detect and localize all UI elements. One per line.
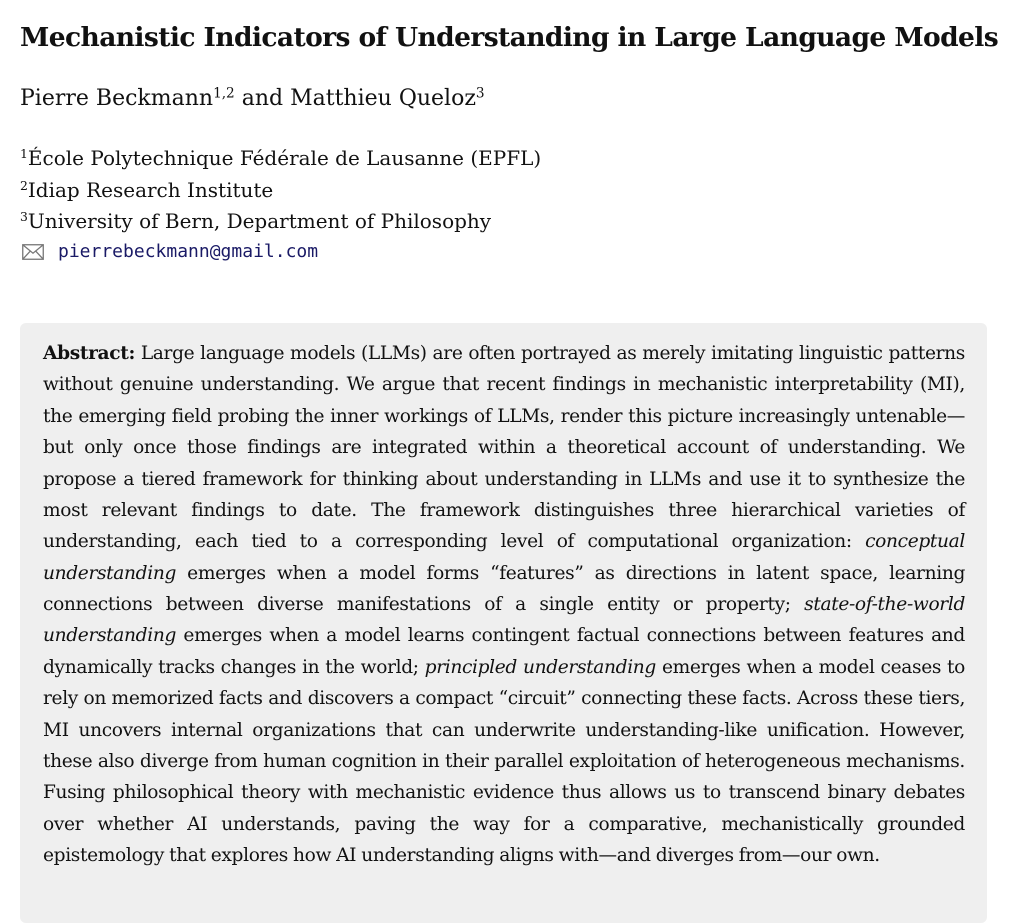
author-1-name: Pierre Beckmann (20, 86, 214, 111)
abstract-label: Abstract: (43, 343, 135, 364)
affiliation-mark: 3 (20, 209, 28, 225)
affiliation-name: Idiap Research Institute (27, 178, 274, 202)
email-link[interactable]: pierrebeckmann@gmail.com (58, 241, 319, 262)
affiliation-2 (20, 178, 273, 202)
affiliation-3 (20, 209, 491, 233)
envelope-icon (22, 244, 44, 260)
abstract-body (43, 338, 965, 871)
affiliation-1 (20, 146, 541, 170)
affiliation-name: University of Bern, Department of Philosophy (27, 209, 492, 233)
affiliation-mark: 2 (20, 178, 28, 194)
author-1-affiliation-marks: 1,2 (213, 85, 235, 102)
paper-title: Mechanistic Indicators of Understanding in Large Language Models (20, 22, 999, 53)
term-state-of-the-world-understanding: state-of-the-world understanding (43, 594, 965, 647)
author-2-affiliation-marks: 3 (475, 85, 485, 102)
author-2-name: Matthieu Queloz (290, 86, 476, 111)
contact-row (22, 241, 318, 262)
abstract-text-2: emerges when a model forms “features” as directions in latent space, learning connections between diverse manifestations of a single entity or property; (43, 562, 965, 615)
affiliation-mark: 1 (20, 146, 28, 162)
term-conceptual-understanding: conceptual understanding (43, 531, 965, 584)
term-principled-understanding: principled understanding (424, 656, 656, 678)
author-joiner: and (241, 86, 284, 111)
abstract-text-1: Large language models (LLMs) are often portrayed as merely imitating linguistic patterns without genuine understanding. We argue that recent findings in mechanistic interpretability (MI), the emerging field probing the inner workings of LLMs, render this picture increasingly untenable—but only once those findings are integrated within a theoretical account of understanding. We propose a tiered framework for thinking about understanding in LLMs and use it to synthesize the most relevant findings to date. The framework distinguishes three hierarchical varieties of understanding, each tied to a corresponding level of computational organization: (43, 343, 965, 553)
abstract-text-3: emerges when a model learns contingent factual connections between features and dynamically tracks changes in the world; (43, 625, 965, 678)
abstract-text-4: emerges when a model ceases to rely on memorized facts and discovers a compact “circuit” connecting these facts. Across these tiers, MI uncovers internal organizations that can underwrite understanding-like unification. However, these also diverge from human cognition in their parallel exploitation of heterogeneous mechanisms. Fusing philosophical theory with mechanistic evidence thus allows us to transcend binary debates over whether AI understands, paving the way for a comparative, mechanistically grounded epistemology that explores how AI understanding aligns with—and diverges from—our own. (43, 656, 965, 866)
author-line (20, 86, 485, 111)
affiliation-name: École Polytechnique Fédérale de Lausanne (EPFL) (27, 146, 542, 170)
